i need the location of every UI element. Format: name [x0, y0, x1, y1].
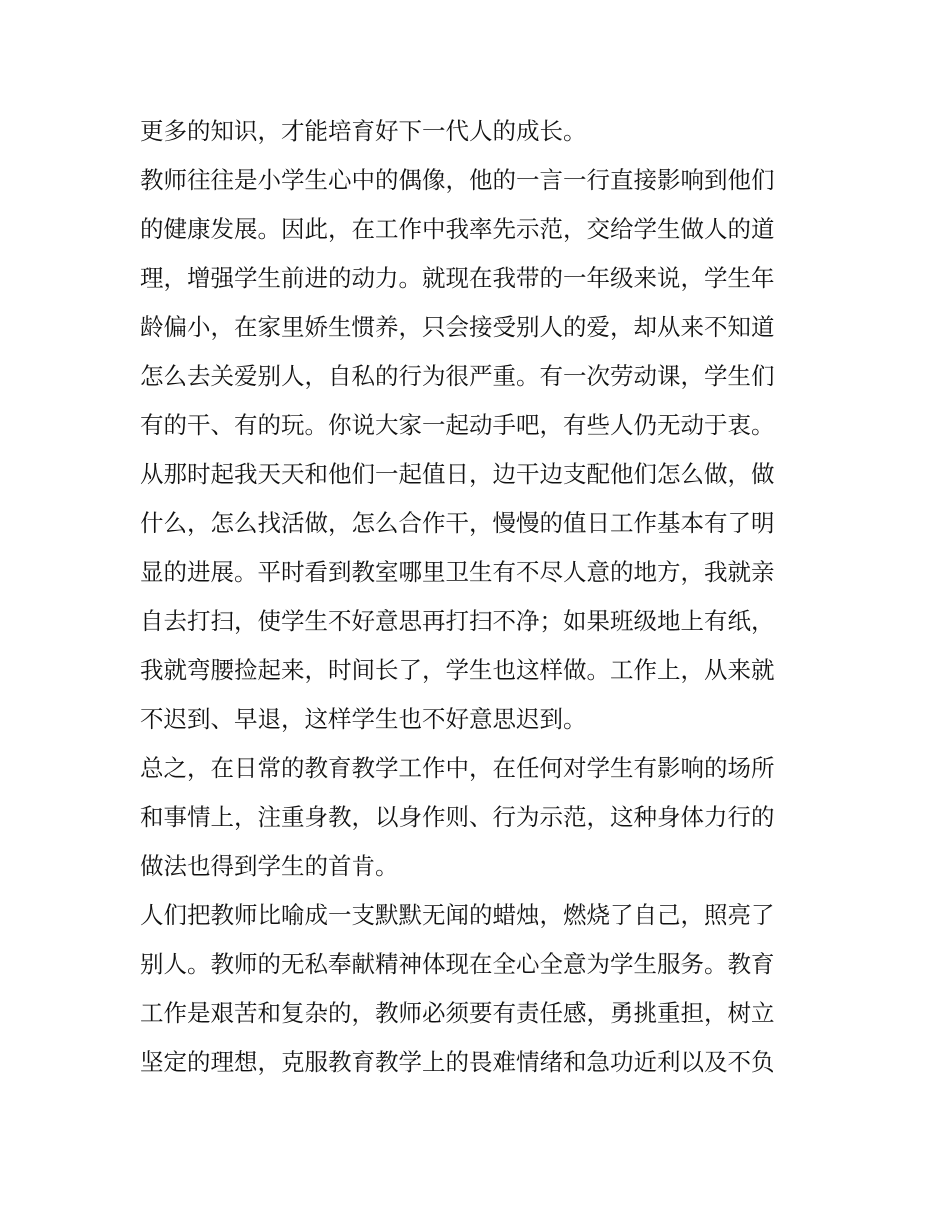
- text-line: 自去打扫，使学生不好意思再打扫不净；如果班级地上有纸，: [140, 607, 775, 635]
- paragraph-1: [140, 107, 812, 156]
- paragraph-4: [140, 891, 812, 1087]
- text-line: 显的进展。平时看到教室哪里卫生有不尽人意的地方，我就亲: [140, 558, 775, 586]
- text-line: 和事情上，注重身教，以身作则、行为示范，这种身体力行的: [140, 803, 775, 831]
- paragraph-3: [140, 744, 812, 891]
- text-line: 的健康发展。因此，在工作中我率先示范，交给学生做人的道: [140, 215, 775, 243]
- text-line: 教师往往是小学生心中的偶像，他的一言一行直接影响到他们: [140, 166, 775, 194]
- text-line: 怎么去关爱别人，自私的行为很严重。有一次劳动课，学生们: [140, 362, 775, 390]
- text-line: 什么，怎么找活做，怎么合作干，慢慢的值日工作基本有了明: [140, 509, 775, 537]
- text-line: 有的干、有的玩。你说大家一起动手吧，有些人仍无动于衷。: [140, 411, 775, 439]
- text-line: 从那时起我天天和他们一起值日，边干边支配他们怎么做，做: [140, 460, 775, 488]
- text-line: 做法也得到学生的首肯。: [140, 852, 399, 880]
- text-line: 更多的知识，才能培育好下一代人的成长。: [140, 117, 587, 145]
- text-line: 总之，在日常的教育教学工作中，在任何对学生有影响的场所: [140, 754, 775, 782]
- text-line: 不迟到、早退，这样学生也不好意思迟到。: [140, 705, 587, 733]
- text-line: 我就弯腰捡起来，时间长了，学生也这样做。工作上，从来就: [140, 656, 775, 684]
- text-line: 理，增强学生前进的动力。就现在我带的一年级来说，学生年: [140, 264, 775, 292]
- document-body: [140, 107, 812, 1087]
- text-line: 坚定的理想，克服教育教学上的畏难情绪和急功近利以及不负: [140, 1048, 775, 1076]
- text-line: 工作是艰苦和复杂的，教师必须要有责任感，勇挑重担，树立: [140, 999, 775, 1027]
- paragraph-2: [140, 156, 812, 744]
- text-line: 别人。教师的无私奉献精神体现在全心全意为学生服务。教育: [140, 950, 775, 978]
- text-line: 龄偏小，在家里娇生惯养，只会接受别人的爱，却从来不知道: [140, 313, 775, 341]
- text-line: 人们把教师比喻成一支默默无闻的蜡烛，燃烧了自己，照亮了: [140, 901, 775, 929]
